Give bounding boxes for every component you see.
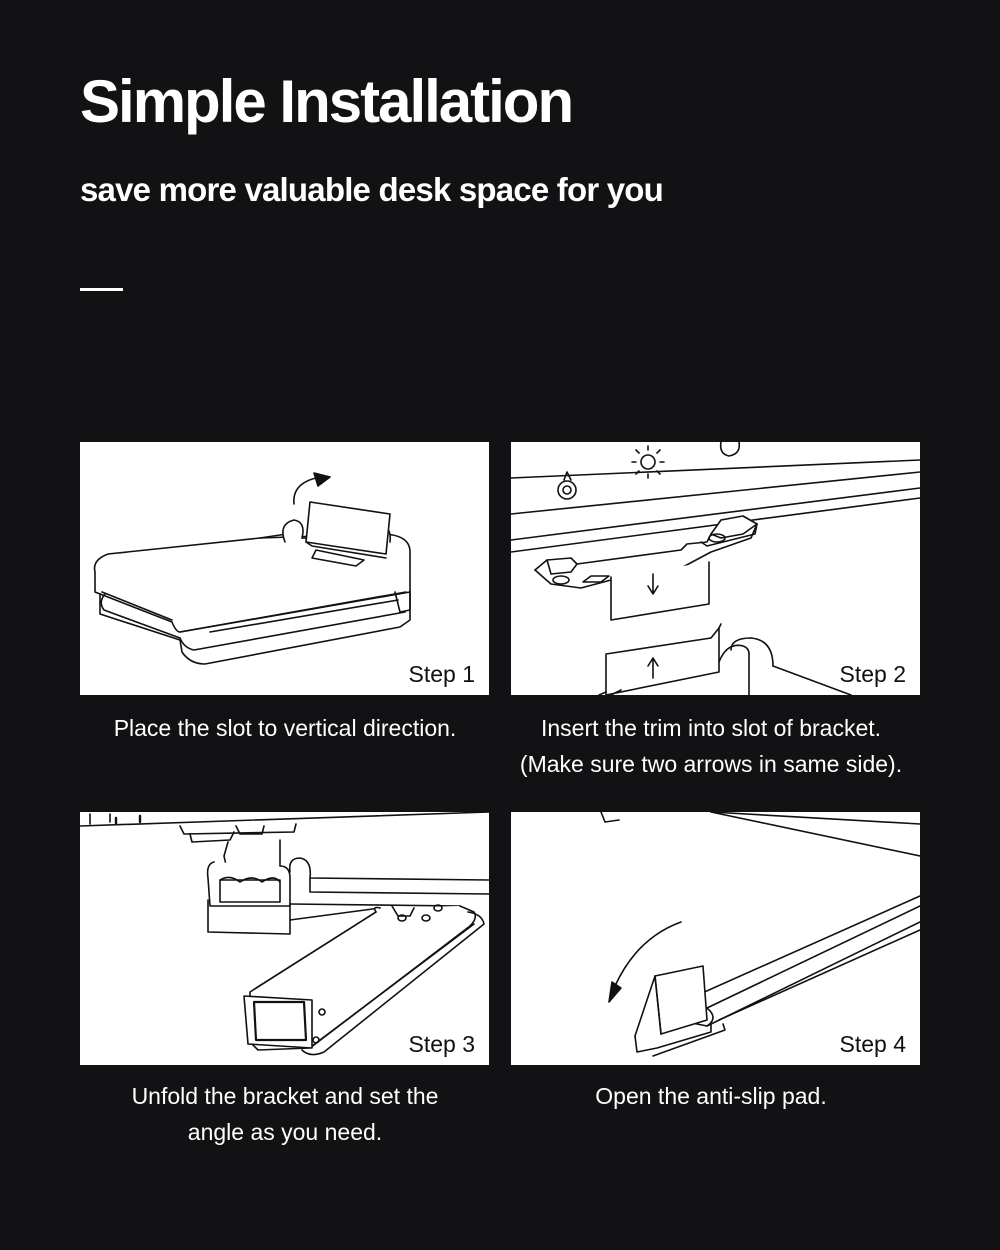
step-3-illustration	[80, 812, 489, 1065]
step-2-caption	[496, 710, 926, 782]
step-2-label: Step 2	[839, 661, 906, 687]
step-3-caption-line: angle as you need.	[187, 1119, 383, 1145]
bracket-folded-drawing	[80, 442, 489, 695]
step-3-caption	[70, 1078, 500, 1150]
step-2-illustration	[511, 442, 920, 695]
step-1-label: Step 1	[408, 661, 475, 687]
step-4-label: Step 4	[839, 1031, 906, 1057]
step-1-caption-line: Place the slot to vertical direction.	[113, 715, 457, 741]
step-4-illustration	[511, 812, 920, 1065]
step-1-illustration	[80, 442, 489, 695]
step-1-caption	[70, 710, 500, 746]
anti-slip-pad-drawing	[511, 812, 920, 1065]
step-2-caption-line: Insert the trim into slot of bracket.	[540, 715, 882, 741]
accent-divider	[80, 288, 123, 291]
step-2-caption-line: (Make sure two arrows in same side).	[519, 751, 903, 777]
page-title: Simple Installation	[80, 68, 573, 135]
step-3-label: Step 3	[408, 1031, 475, 1057]
step-4-caption	[496, 1078, 926, 1114]
step-4-caption-line: Open the anti-slip pad.	[595, 1083, 827, 1109]
page-subtitle: save more valuable desk space for you	[80, 171, 664, 208]
bracket-unfolded-drawing	[80, 812, 489, 1065]
trim-insert-drawing	[511, 442, 920, 695]
step-3-caption-line: Unfold the bracket and set the	[131, 1083, 439, 1109]
